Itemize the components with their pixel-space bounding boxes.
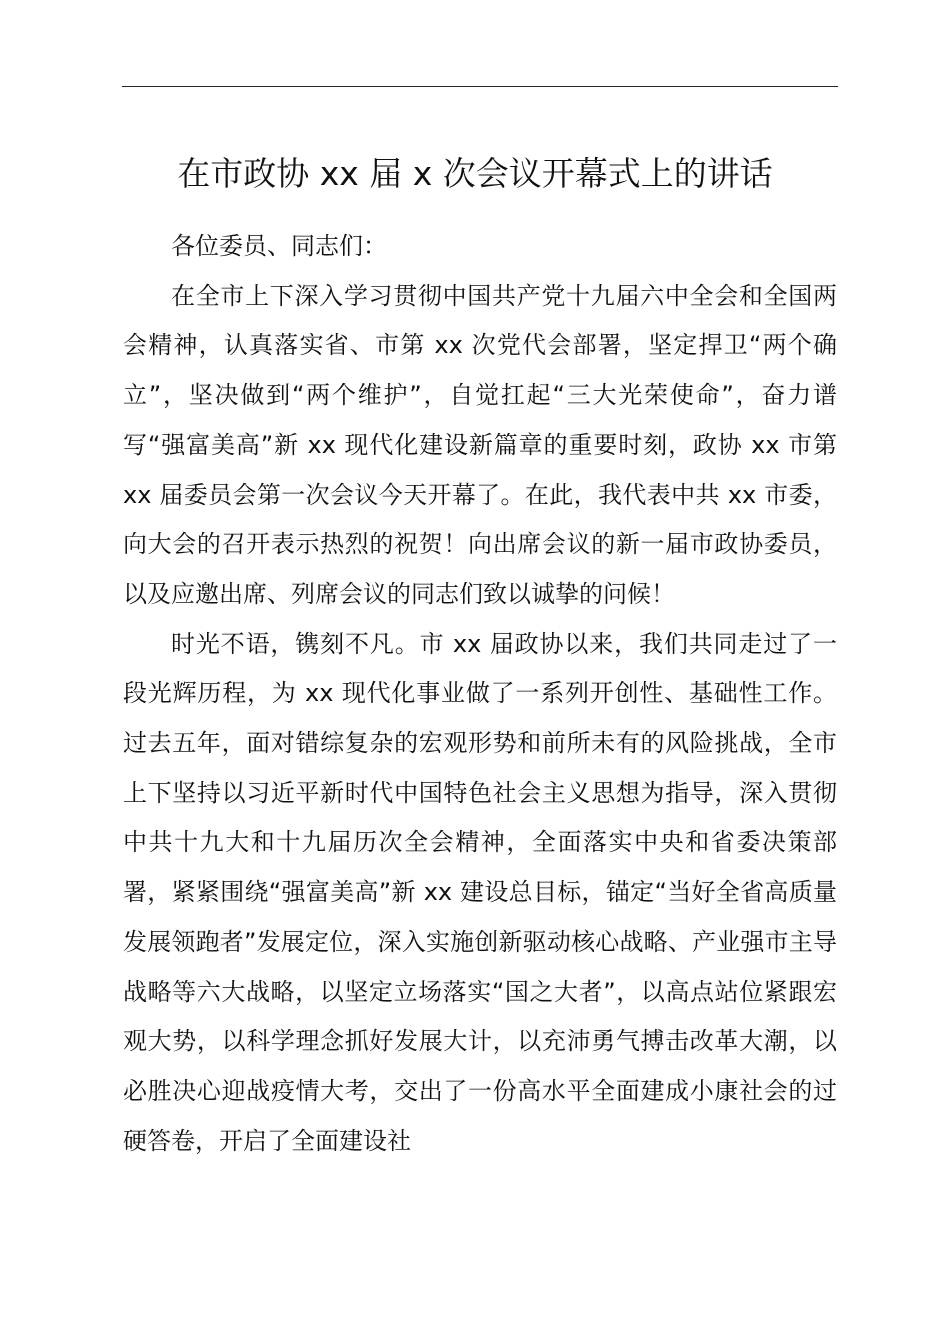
- document-title: 在市政协 xx 届 x 次会议开幕式上的讲话: [177, 154, 773, 193]
- document-body: [123, 222, 837, 1166]
- paragraph-2: 时光不语，镌刻不凡。市 xx 届政协以来，我们共同走过了一段光辉历程，为 xx 现代化事业做了一系列开创性、基础性工作。过去五年，面对错综复杂的宏观形势和前所未有的风险挑战，全市上下坚持以习近平新时代中国特色社会主义思想为指导，深入贯彻中共十九大和十九届历次全会精神，全面落实中央和省委决策部署，紧紧围绕“强富美高”新 xx 建设总目标，锚定“当好全省高质量发展领跑者”发展定位，深入实施创新驱动核心战略、产业强市主导战略等六大战略，以坚定立场落实“国之大者”，以高点站位紧跟宏观大势，以科学理念抓好发展大计，以充沛勇气搏击改革大潮，以必胜决心迎战疫情大考，交出了一份高水平全面建成小康社会的过硬答卷，开启了全面建设社: [123, 629, 837, 1155]
- paragraph-1: 在全市上下深入学习贯彻中国共产党十九届六中全会和全国两会精神，认真落实省、市第 xx 次党代会部署，坚定捍卫“两个确立”，坚决做到“两个维护”，自觉扛起“三大光荣使命”，奋力谱写“强富美高”新 xx 现代化建设新篇章的重要时刻，政协 xx 市第 xx 届委员会第一次会议今天开幕了。在此，我代表中共 xx 市委，向大会的召开表示热烈的祝贺！向出席会议的新一届市政协委员，以及应邀出席、列席会议的同志们致以诚挚的问候！: [123, 281, 837, 608]
- header-rule: [122, 86, 838, 87]
- salutation: 各位委员、同志们：: [171, 232, 387, 260]
